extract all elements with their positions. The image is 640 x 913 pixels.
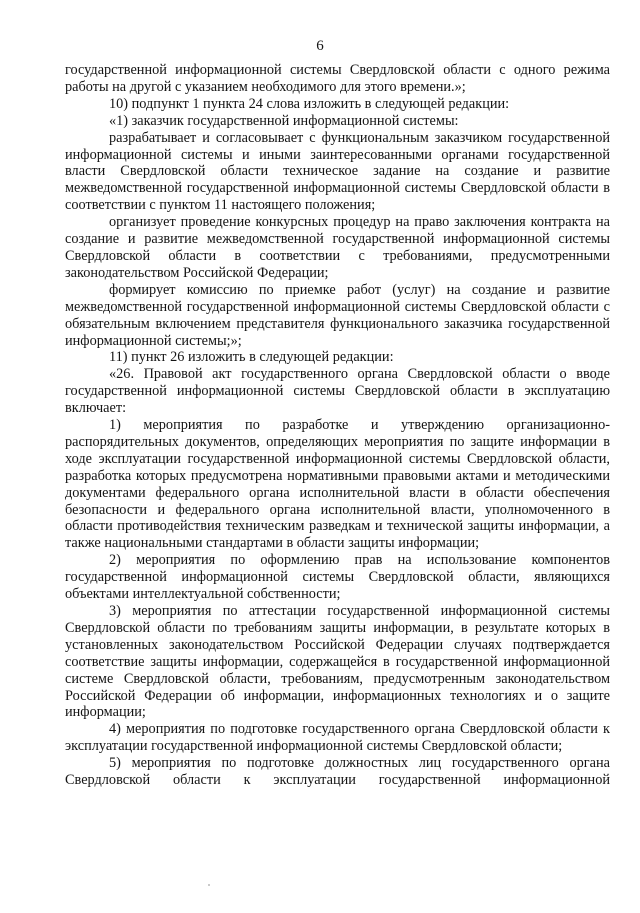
paragraph-measure-2: 2) мероприятия по оформлению прав на использование компонентов государственной информационной системы Свердловской области, являющихся объектами интеллектуальной собственности; [65,552,610,603]
paragraph-organizes: организует проведение конкурсных процедур на право заключения контракта на создание и развитие межведомственной государственной информационной системы Свердловской области в соответствии с требованиями, предусмотренными законодательством Российской Федерации; [65,214,610,281]
document-body [65,62,610,789]
scan-speck [208,884,210,886]
paragraph-quote-start: «1) заказчик государственной информационной системы: [109,112,459,129]
paragraph-measure-5: 5) мероприятия по подготовке должностных лиц государственного органа Свердловской области к эксплуатации государственной информационной [65,755,610,789]
paragraph-forms-commission: формирует комиссию по приемке работ (услуг) на создание и развитие межведомственной государственной информационной системы Свердловской области с обязательным включением представителя функционального заказчика государственной информационной системы;»; [65,281,610,349]
paragraph-item-26: «26. Правовой акт государственного органа Свердловской области о вводе государственной информационной системы Свердловской области в эксплуатацию включает: [65,366,610,417]
paragraph-item-11: 11) пункт 26 изложить в следующей редакции: [109,349,394,366]
paragraph-continuation: государственной информационной системы Свердловской области с одного режима работы на другой с указанием необходимого для этого времени.»; [65,62,610,95]
paragraph-measure-4: 4) мероприятия по подготовке государственного органа Свердловской области к эксплуатации государственной информационной системы Свердловской области; [65,721,610,755]
page-number: 6 [316,38,324,54]
paragraph-measure-3: 3) мероприятия по аттестации государственной информационной системы Свердловской области по требованиям защиты информации, в результате которых в установленных законодательством Российской Федерации случаях подтверждается соответствие защиты информации, содержащейся в государственной информационной системе Свердловской области, требованиям, предусмотренным законодательством Российской Федерации об информации, информационных технологиях и о защите информации; [65,603,610,721]
paragraph-develops: разрабатывает и согласовывает с функциональным заказчиком государственной информационной системы и иными заинтересованными органами государственной власти Свердловской области техническое задание на создание и развитие межведомственной государственной информационной системы Свердловской области в соответствии с пунктом 11 настоящего положения; [65,129,610,214]
paragraph-item-10: 10) подпункт 1 пункта 24 слова изложить в следующей редакции: [109,95,510,112]
paragraph-measure-1: 1) мероприятия по разработке и утверждению организационно-распорядительных документов, определяющих мероприятия по защите информации в ходе эксплуатации государственной информационной системы Свердловской области, разработка которых предусмотрена нормативными правовыми актами и методическими документами федерального органа исполнительной власти в области обеспечения безопасности и федерального органа исполнительной власти, уполномоченного в области противодействия техническим разведкам и технической защиты информации, а также национальными стандартами в области защиты информации; [65,417,610,552]
